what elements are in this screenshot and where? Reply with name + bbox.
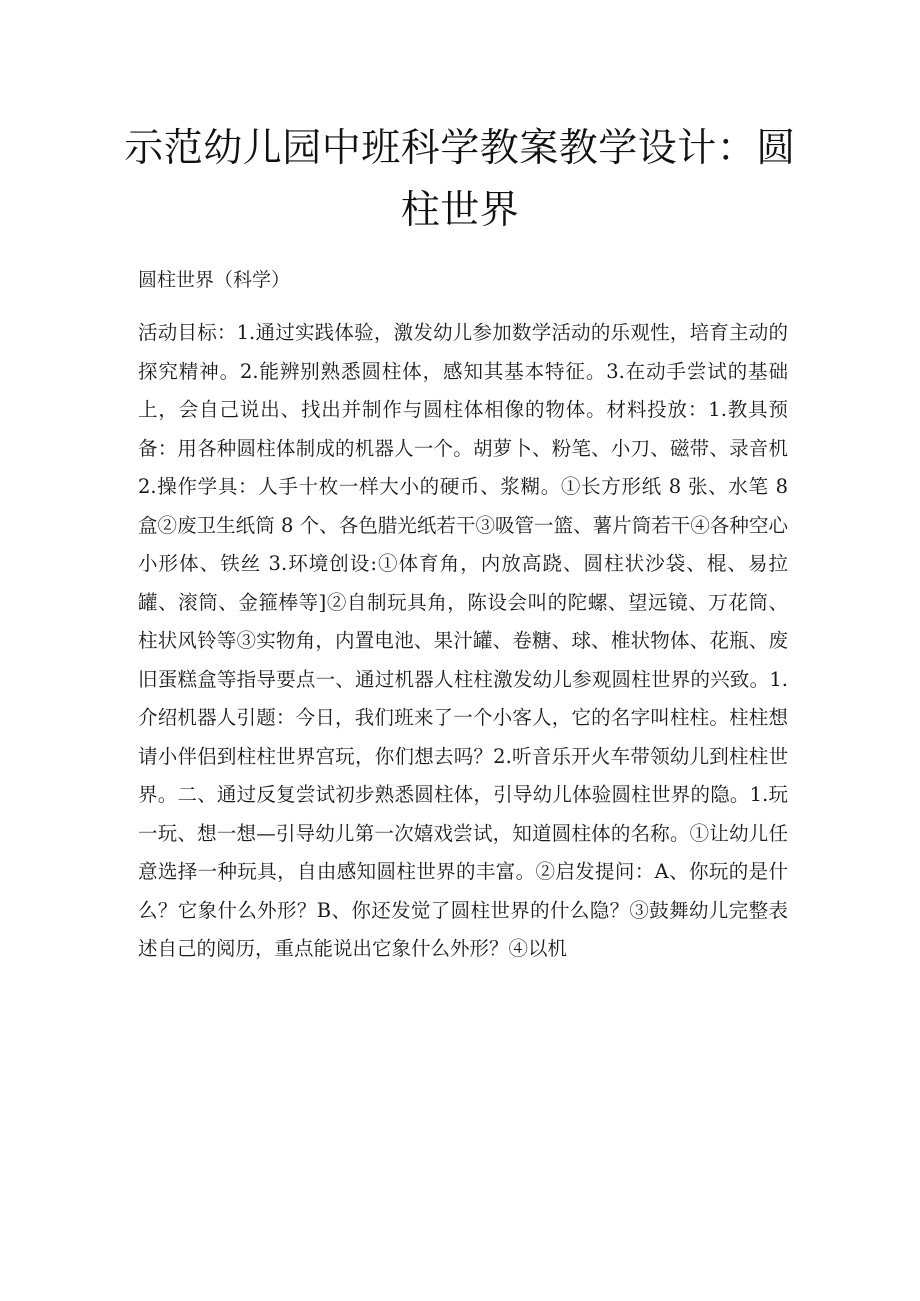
- section-heading: 圆柱世界（科学）: [138, 269, 291, 291]
- body-paragraph: 活动目标：1.通过实践体验，激发幼儿参加数学活动的乐观性，培育主动的探究精神。2.能辨别熟悉圆柱体，感知其基本特征。3.在动手尝试的基础上，会自己说出、找出并制作与圆柱体相像的物体。材料投放：1.教具预备：用各种圆柱体制成的机器人一个。胡萝卜、粉笔、小刀、磁带、录音机 2.操作学具：人手十枚一样大小的硬币、浆糊。①长方形纸 8 张、水笔 8 盒②废卫生纸筒 8 个、各色腊光纸若干③吸管一篮、薯片筒若干④各种空心小形体、铁丝 3.环境创设:①体育角，内放高跷、圆柱状沙袋、棍、易拉罐、滚筒、金箍棒等]②自制玩具角，陈设会叫的陀螺、望远镜、万花筒、柱状风铃等③实物角，内置电池、果汁罐、卷糖、球、椎状物体、花瓶、废旧蛋糕盒等指导要点一、通过机器人柱柱激发幼儿参观圆柱世界的兴致。1.介绍机器人引题：今日，我们班来了一个小客人，它的名字叫柱柱。柱柱想请小伴侣到柱柱世界宫玩，你们想去吗？2.听音乐开火车带领幼儿到柱柱世界。二、通过反复尝试初步熟悉圆柱体，引导幼儿体验圆柱世界的隐。1.玩一玩、想一想—引导幼儿第一次嬉戏尝试，知道圆柱体的名称。①让幼儿任意选择一种玩具，自由感知圆柱世界的丰富。②启发提问：A、你玩的是什么？它象什么外形？B、你还发觉了圆柱世界的什么隐？③鼓舞幼儿完整表述自己的阅历，重点能说出它象什么外形？④以机: [138, 321, 788, 960]
- document-title: 示范幼儿园中班科学教案教学设计：圆柱世界: [124, 126, 796, 233]
